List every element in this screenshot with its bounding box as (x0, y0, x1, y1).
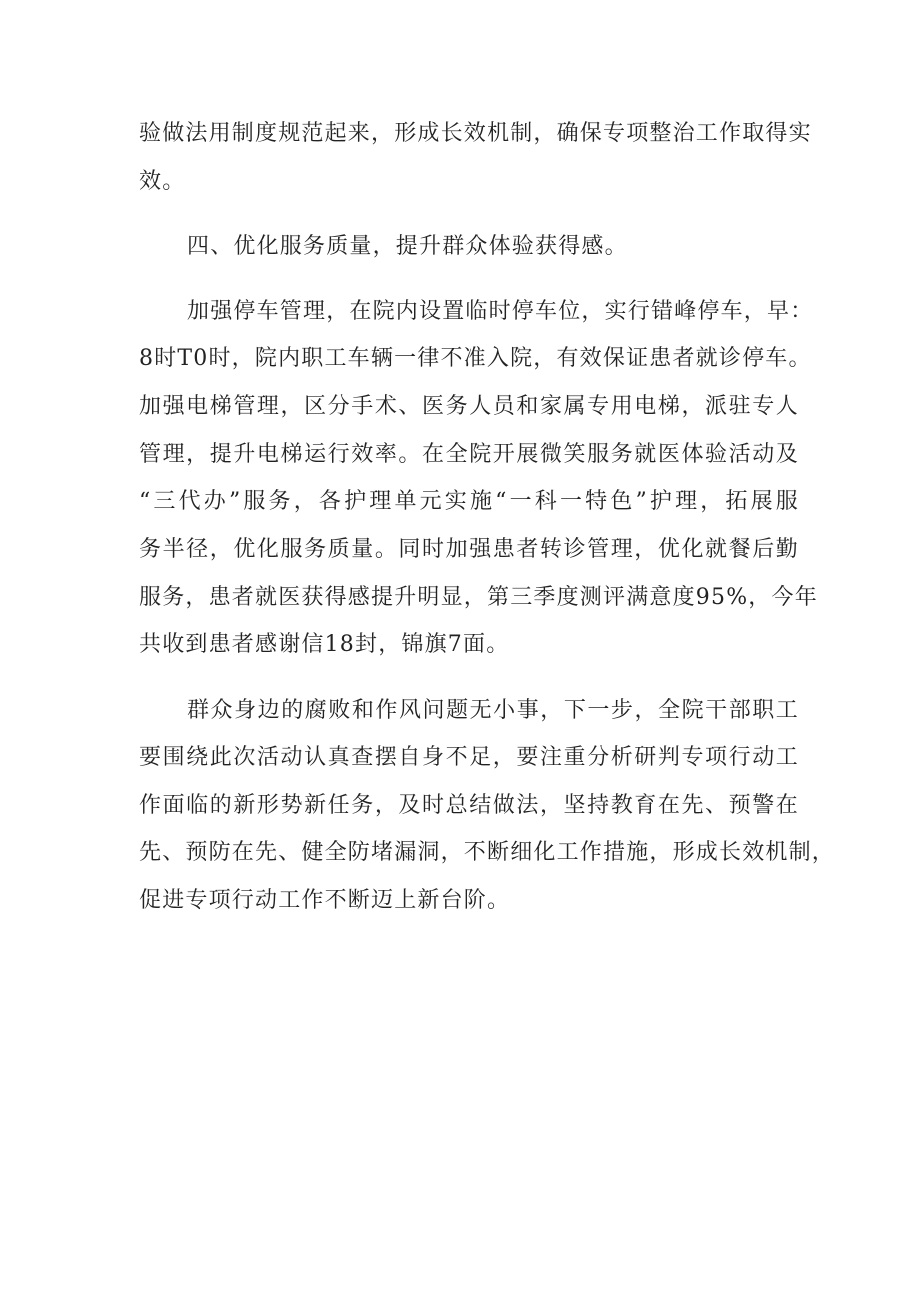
paragraph-1-line-1: 验做法用制度规范起来，形成长效机制，确保专项整治工作取得实 (139, 121, 812, 146)
paragraph-3-line-4: 先、预防在先、健全防堵漏洞，不断细化工作措施，形成长效机制， (139, 840, 836, 865)
section-heading-4: 四、优化服务质量，提升群众体验获得感。 (187, 234, 628, 259)
paragraph-2-line-3: 加强电梯管理，区分手术、医务人员和家属专用电梯，派驻专人 (139, 394, 799, 419)
paragraph-3-line-1: 群众身边的腐败和作风问题无小事，下一步，全院干部职工 (187, 698, 799, 723)
paragraph-2-line-8: 共收到患者感谢信18封，锦旗7面。 (139, 632, 510, 657)
paragraph-2-line-4: 管理，提升电梯运行效率。在全院开展微笑服务就医体验活动及 (139, 442, 799, 467)
paragraph-2-line-1: 加强停车管理，在院内设置临时停车位，实行错峰停车，早： (187, 299, 814, 324)
paragraph-2-line-7: 服务，患者就医获得感提升明显，第三季度测评满意度95%，今年 (139, 585, 818, 610)
paragraph-1-line-2: 效。 (139, 169, 186, 194)
paragraph-2-line-6: 务半径，优化服务质量。同时加强患者转诊管理，优化就餐后勤 (139, 537, 799, 562)
paragraph-2-line-2: 8时T0时，院内职工车辆一律不准入院，有效保证患者就诊停车。 (139, 346, 812, 371)
paragraph-3-line-5: 促进专项行动工作不断迈上新台阶。 (139, 888, 511, 913)
paragraph-3-line-2: 要围绕此次活动认真查摆自身不足，要注重分析研判专项行动工 (139, 745, 799, 770)
paragraph-2-line-5: “三代办”服务，各护理单元实施“一科一特色”护理，拓展服 (139, 489, 799, 514)
paragraph-3-line-3: 作面临的新形势新任务，及时总结做法，坚持教育在先、预警在 (139, 793, 799, 818)
